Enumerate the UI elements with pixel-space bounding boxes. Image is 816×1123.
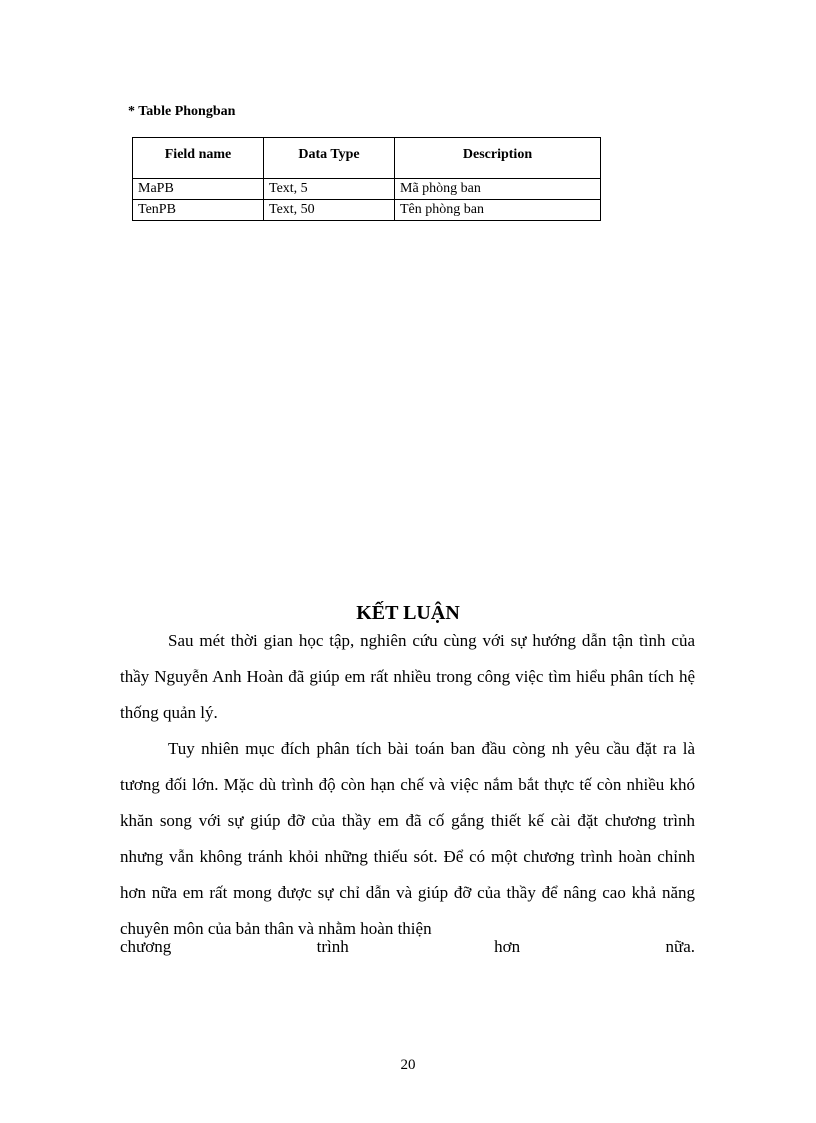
cell-description: Mã phòng ban — [395, 179, 601, 200]
header-data-type: Data Type — [264, 138, 395, 179]
table-caption: * Table Phongban — [128, 104, 236, 119]
table-row — [133, 200, 601, 221]
cell-data-type: Text, 5 — [264, 179, 395, 200]
conclusion-paragraph-2: Tuy nhiên mục đích phân tích bài toán ban đầu còng nh yêu cầu đặt ra là tương đối lớn. Mặc dù trình độ còn hạn chế và việc nắm bắt thực tế còn nhiều khó khăn song với sự giúp đỡ của thầy em đã cố gắng thiết kế cài đặt chương trình nhưng vẫn không tránh khỏi những thiếu sót. Để có một chương trình hoàn chỉnh hơn nữa em rất mong được sự chỉ dẫn và giúp đỡ của thầy để nâng cao khả năng chuyên môn của bản thân và nhằm hoàn thiện — [120, 739, 695, 938]
last-line-word: hơn — [494, 937, 521, 956]
conclusion-paragraph-1: Sau mét thời gian học tập, nghiên cứu cùng với sự hướng dẫn tận tình của thầy Nguyễn Anh Hoàn đã giúp em rất nhiều trong công việc tìm hiểu phân tích hệ thống quản lý. — [120, 631, 695, 722]
header-description: Description — [395, 138, 601, 179]
page-number: 20 — [400, 1057, 416, 1073]
header-field-name: Field name — [133, 138, 264, 179]
last-line-word: nữa. — [665, 937, 695, 956]
last-line-word: chương — [120, 937, 172, 956]
cell-field-name: MaPB — [133, 179, 264, 200]
cell-field-name: TenPB — [133, 200, 264, 221]
table-header-row — [133, 138, 601, 179]
conclusion-last-line — [120, 929, 695, 965]
table-row — [133, 179, 601, 200]
last-line-word: trình — [316, 937, 349, 956]
cell-data-type: Text, 50 — [264, 200, 395, 221]
conclusion-heading: KẾT LUẬN — [356, 602, 460, 624]
cell-description: Tên phòng ban — [395, 200, 601, 221]
phongban-table — [132, 137, 601, 221]
